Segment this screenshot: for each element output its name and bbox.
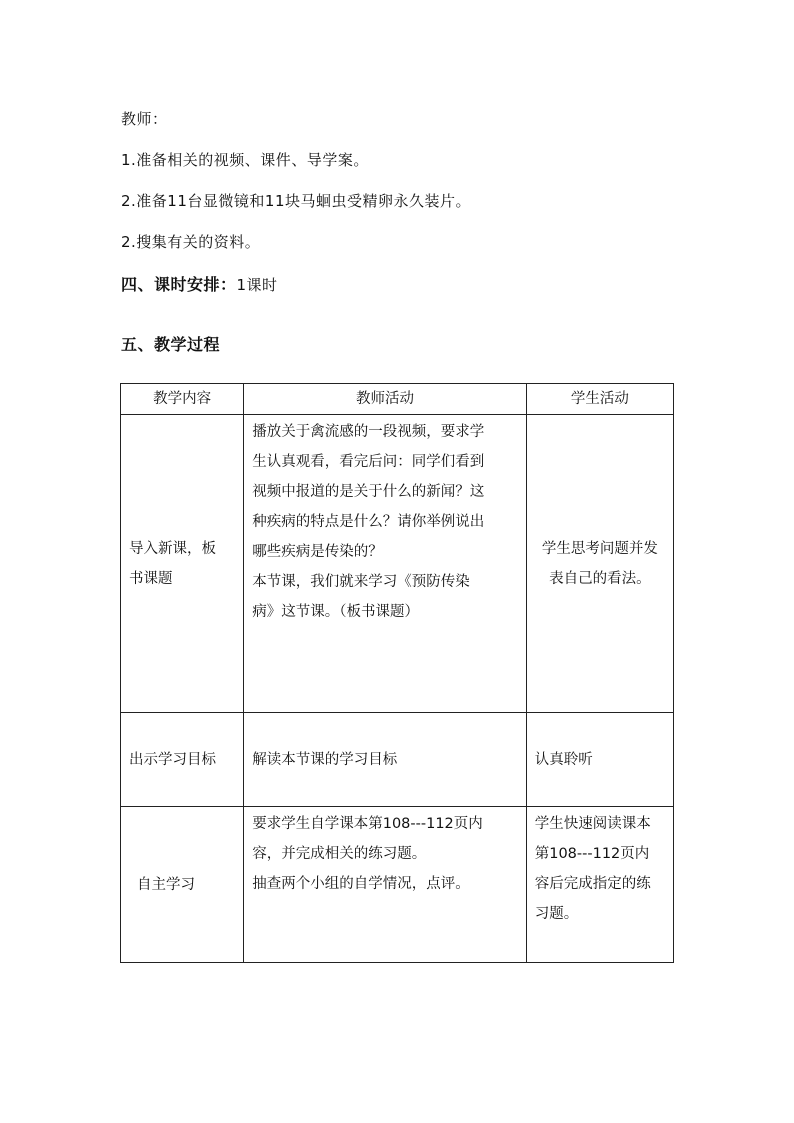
row-teacher-activity: [244, 713, 527, 807]
prep-item-3: 2.搜集有关的资料。: [121, 233, 261, 251]
prep-item-2: 2.准备11台显微镜和11块马蛔虫受精卵永久装片。: [121, 192, 471, 210]
table-header-row: [121, 384, 674, 415]
schedule-label: 四、课时安排：: [121, 275, 237, 294]
row-content-text: 出示学习目标: [129, 751, 216, 768]
header-student-activity: 学生活动: [526, 384, 673, 415]
row-student-activity: [526, 713, 673, 807]
header-content: 教学内容: [121, 384, 244, 415]
row-student-activity: [526, 807, 673, 963]
table-row: [121, 713, 674, 807]
prep-item-1: 1.准备相关的视频、课件、导学案。: [121, 151, 369, 169]
row-student-text: 认真聆听: [534, 751, 593, 768]
row-teacher-activity: [244, 807, 527, 963]
table-row: [121, 807, 674, 963]
row-teacher-text: 播放关于禽流感的一段视频，要求学 生认真观看，看完后问：同学们看到 视频中报道的是关于什么的新闻？这 种疾病的特点是什么？请你举例说出 哪些疾病是传染的？ 本节课，我们就来学习《预防传染 病》这节课。（板书课题）: [252, 424, 485, 620]
row-student-text: 学生思考问题并发 表自己的看法。: [541, 540, 658, 587]
schedule-value: 1课时: [236, 276, 278, 294]
header-teacher-activity: 教师活动: [244, 384, 527, 415]
process-title: 五、教学过程: [121, 335, 221, 354]
row-content: [121, 415, 244, 713]
row-content-text: 导入新课，板 书课题: [129, 540, 216, 587]
schedule-line: [121, 272, 278, 295]
table-row: [121, 415, 674, 713]
teaching-process-table: [120, 383, 674, 963]
row-teacher-activity: [244, 415, 527, 713]
row-student-activity: [526, 415, 673, 713]
row-teacher-text: 要求学生自学课本第108---112页内 容，并完成相关的练习题。 抽查两个小组的自学情况，点评。: [252, 816, 483, 892]
row-content: [121, 713, 244, 807]
row-teacher-text: 解读本节课的学习目标: [252, 751, 398, 768]
teacher-prep-label: 教师：: [121, 110, 168, 128]
row-content: [121, 807, 244, 963]
row-content-text: 自主学习: [137, 876, 195, 893]
row-student-text: 学生快速阅读课本 第108---112页内 容后完成指定的练 习题。: [534, 816, 651, 922]
